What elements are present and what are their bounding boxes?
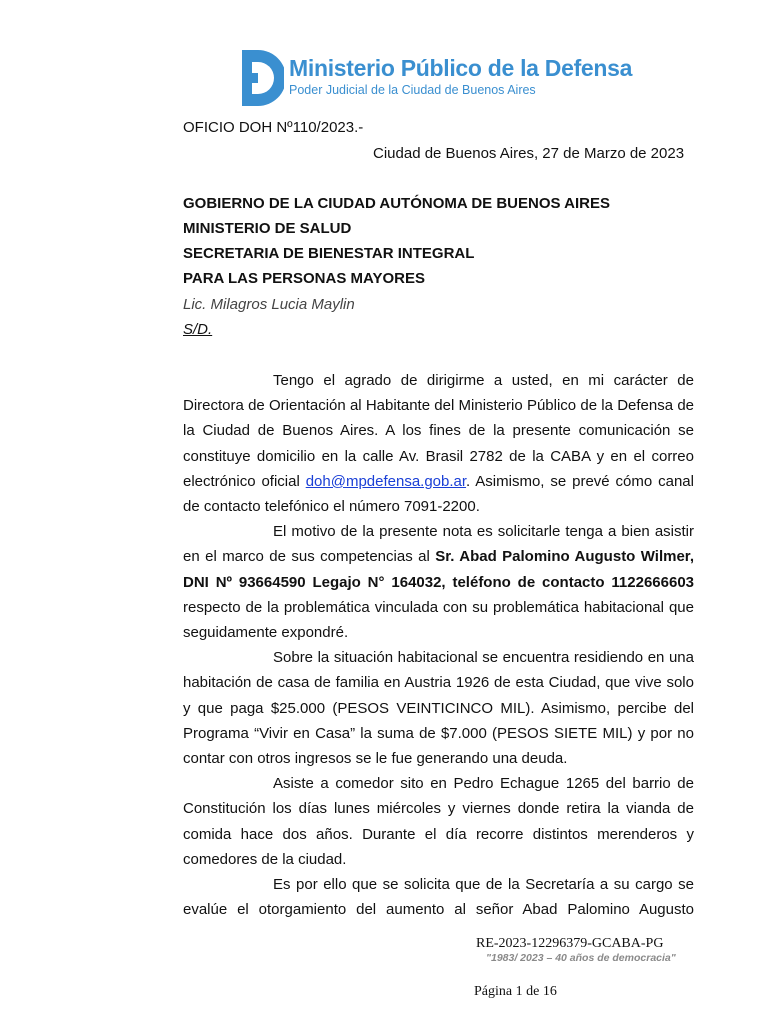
page-number: Página 1 de 16 — [474, 984, 557, 999]
header-logo — [238, 48, 638, 110]
recipient-line-4: PARA LAS PERSONAS MAYORES — [183, 270, 425, 287]
org-subtitle: Poder Judicial de la Ciudad de Buenos Aires — [289, 83, 536, 97]
footer-motto: "1983/ 2023 – 40 años de democracia" — [486, 952, 676, 964]
ministerio-logo-icon — [238, 48, 284, 108]
letter-body — [183, 368, 694, 922]
recipient-person: Lic. Milagros Lucia Maylin — [183, 296, 355, 313]
org-name: Ministerio Público de la Defensa — [289, 55, 633, 81]
paragraph-3: Sobre la situación habitacional se encuentra residiendo en una habitación de casa de familia en Austria 1926 de esta Ciudad, que vive solo y que paga $25.000 (PESOS VEINTICINCO MIL). Asimismo, percibe del Programa “Vivir en Casa” la suma de $7.000 (PESOS SIETE MIL) y por no contar con otros ingresos se le fue generando una deuda. — [183, 649, 694, 768]
salutation: S/D. — [183, 321, 213, 338]
beneficiary-details: Sr. Abad Palomino Augusto Wilmer, DNI Nº 93664590 Legajo N° 164032, teléfono de contacto 1122666603 — [183, 548, 694, 591]
paragraph-1: Tengo el agrado de dirigirme a usted, en mi carácter de Directora de Orientación al Habitante del Ministerio Público de la Defensa de la Ciudad de Buenos Aires. A los fines de la presente comunicación se constituye domicilio en la calle Av. Brasil 2782 de la CABA y en el correo electrónico oficial doh@mpdefensa.gob.ar. Asimismo, se prevé cómo canal de contacto telefónico el número 7091-2200. — [183, 372, 694, 516]
paragraph-4: Asiste a comedor sito en Pedro Echague 1265 del barrio de Constitución los días lunes miércoles y viernes donde retira la vianda de comida hace dos años. Durante el día recorre distintos merenderos y comedores de la ciudad. — [183, 775, 694, 868]
document-reference: RE-2023-12296379-GCABA-PG — [476, 936, 664, 951]
letter-reference: OFICIO DOH Nº110/2023.- — [183, 119, 364, 136]
email-link[interactable]: doh@mpdefensa.gob.ar — [305, 472, 467, 490]
paragraph-5: Es por ello que se solicita que de la Secretaría a su cargo se evalúe el otorgamiento del aumento al señor Abad Palomino Augusto — [183, 876, 694, 919]
recipient-line-1: GOBIERNO DE LA CIUDAD AUTÓNOMA DE BUENOS AIRES — [183, 195, 610, 212]
recipient-line-3: SECRETARIA DE BIENESTAR INTEGRAL — [183, 245, 475, 262]
paragraph-2: El motivo de la presente nota es solicitarle tenga a bien asistir en el marco de sus competencias al Sr. Abad Palomino Augusto Wilmer, DNI Nº 93664590 Legajo N° 164032, teléfono de contacto 1122666603 respecto de la problemática vinculada con su problemática habitacional que seguidamente expondré. — [183, 523, 694, 642]
recipient-line-2: MINISTERIO DE SALUD — [183, 220, 352, 237]
place-date: Ciudad de Buenos Aires, 27 de Marzo de 2023 — [373, 145, 685, 162]
